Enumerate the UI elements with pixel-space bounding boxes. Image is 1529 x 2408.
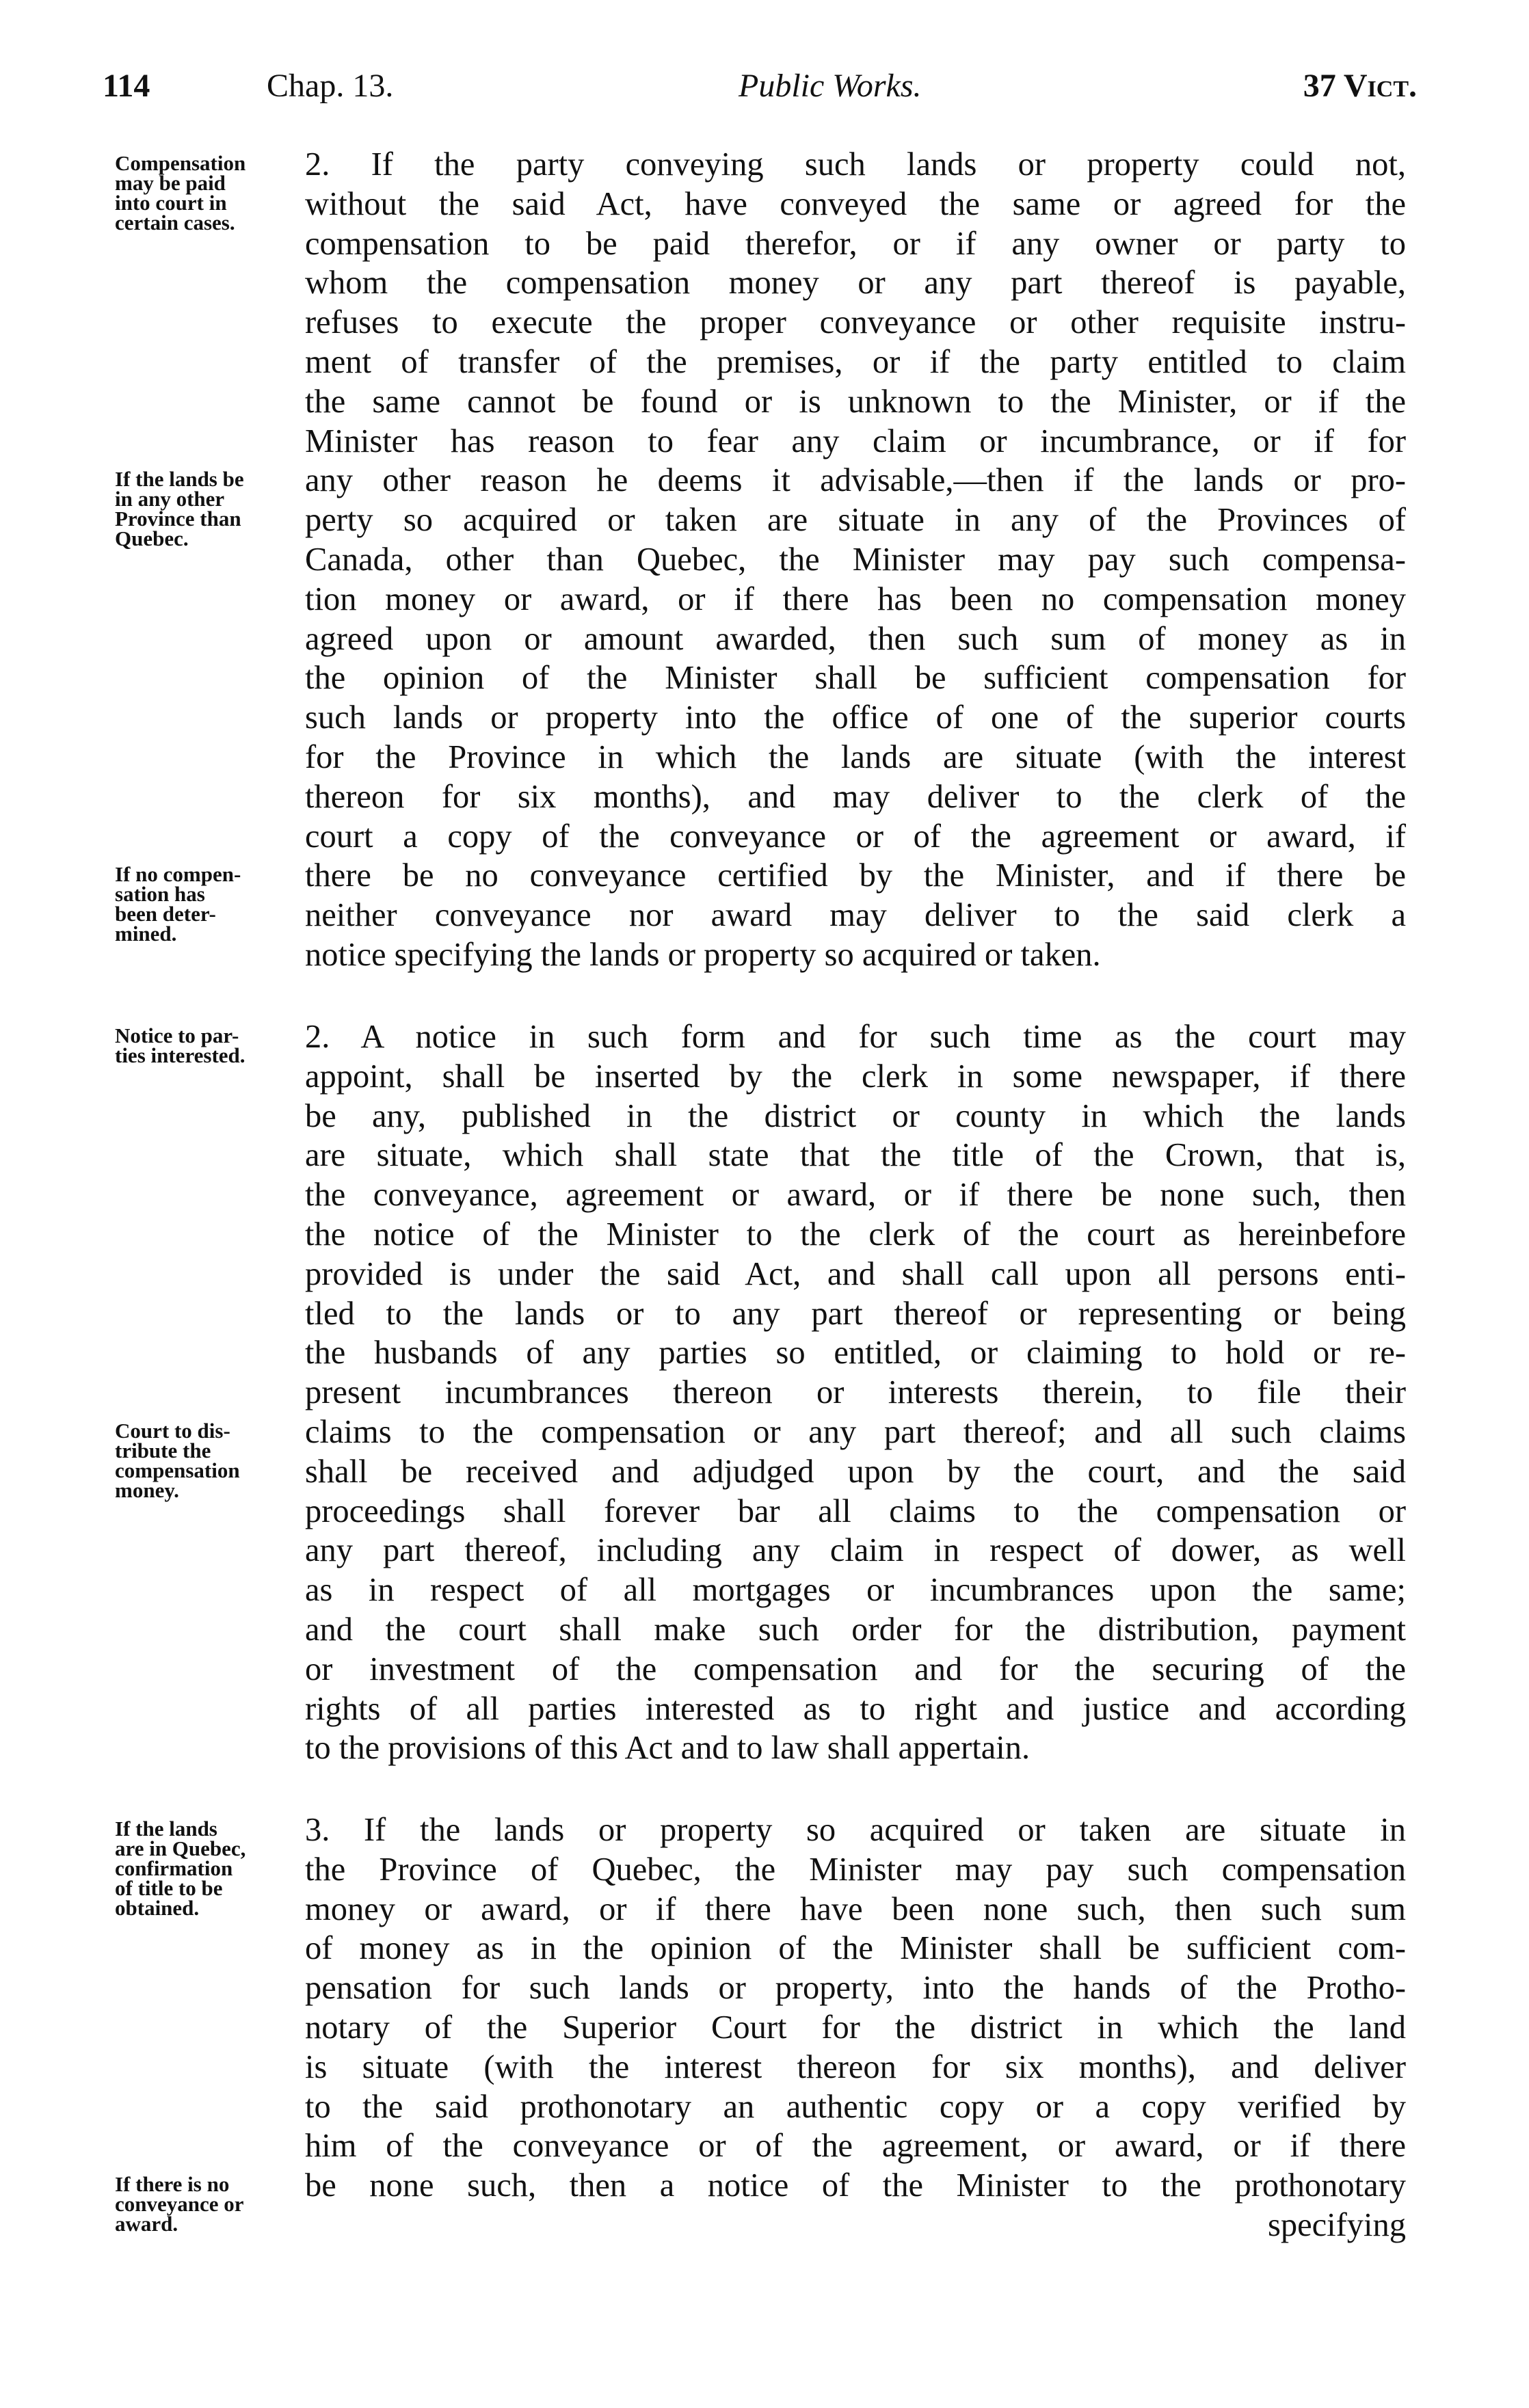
text-line: the same cannot be found or is unknown to the Minister, or if the	[305, 383, 1406, 420]
text-line: tion money or award, or if there has been no compensation money	[305, 580, 1406, 617]
text-line: or investment of the compensation and for the securing of the	[305, 1650, 1406, 1687]
margin-note: If there is no conveyance or award.	[115, 2172, 244, 2236]
text-line: 2. If the party conveying such lands or property could not,	[305, 146, 1406, 183]
paragraph-text	[305, 1017, 1406, 1768]
text-line: claims to the compensation or any part thereof; and all such claims	[305, 1413, 1406, 1450]
text-line: notary of the Superior Court for the district in which the land	[305, 2009, 1406, 2046]
text-line: the opinion of the Minister shall be sufficient compensation for	[305, 660, 1406, 697]
text-line: there be no conveyance certified by the Minister, and if there be	[305, 857, 1406, 894]
text-line: notice specifying the lands or property so acquired or taken.	[305, 936, 1101, 973]
text-line: the notice of the Minister to the clerk of the court as hereinbefore	[305, 1216, 1406, 1253]
text-line: provided is under the said Act, and shall call upon all persons enti-	[305, 1255, 1406, 1292]
text-line: court a copy of the conveyance or of the agreement or award, if	[305, 818, 1406, 855]
margin-note: If the lands be in any other Province than Quebec.	[115, 467, 244, 551]
text-line: is situate (with the interest thereon for six months), and deliver	[305, 2048, 1406, 2085]
text-line: any other reason he deems it advisable,—then if the lands or pro-	[305, 462, 1406, 499]
regnal-year: 37 Vict.	[1303, 68, 1417, 104]
text-line: pensation for such lands or property, into the hands of the Protho-	[305, 1970, 1406, 2007]
text-line: whom the compensation money or any part thereof is payable,	[305, 265, 1406, 302]
text-line: to the said prothonotary an authentic copy or a copy verified by	[305, 2088, 1406, 2125]
text-line: ment of transfer of the premises, or if the party entitled to claim	[305, 343, 1406, 380]
margin-note: If the lands are in Quebec, confirmation of title to be obtained.	[115, 1817, 246, 1920]
text-line: 2. A notice in such form and for such time as the court may	[305, 1019, 1406, 1055]
catchword: specifying	[1267, 2206, 1406, 2243]
text-line: are situate, which shall state that the title of the Crown, that is,	[305, 1137, 1406, 1174]
text-line: proceedings shall forever bar all claims to the compensation or	[305, 1493, 1406, 1529]
text-line: the husbands of any parties so entitled, or claiming to hold or re-	[305, 1335, 1406, 1372]
text-line: any part thereof, including any claim in respect of dower, as well	[305, 1532, 1406, 1569]
paragraph-text	[305, 145, 1406, 975]
text-line: tled to the lands or to any part thereof or representing or being	[305, 1295, 1406, 1332]
text-line: him of the conveyance or of the agreement, or award, or if there	[305, 2128, 1406, 2165]
text-line: without the said Act, have conveyed the same or agreed for the	[305, 185, 1406, 222]
paragraph-text	[305, 1810, 1406, 2245]
margin-note: Compensation may be paid into court in certain cases.	[115, 151, 246, 235]
text-line: the conveyance, agreement or award, or if there be none such, then	[305, 1177, 1406, 1214]
margin-note: If no compen- sation has been deter- mined.	[115, 862, 241, 946]
text-line: such lands or property into the office of one of the superior courts	[305, 699, 1406, 736]
margin-note: Notice to par- ties interested.	[115, 1024, 245, 1067]
text-line: as in respect of all mortgages or incumbrances upon the same;	[305, 1572, 1406, 1609]
text-line: present incumbrances thereon or interests therein, to file their	[305, 1374, 1406, 1411]
running-header	[103, 67, 1417, 122]
text-line: appoint, shall be inserted by the clerk in some newspaper, if there	[305, 1058, 1406, 1095]
text-line: refuses to execute the proper conveyance or other requisite instru-	[305, 304, 1406, 341]
text-line: shall be received and adjudged upon by the court, and the said	[305, 1453, 1406, 1490]
chapter-label: Chap. 13.	[267, 68, 394, 104]
text-line: compensation to be paid therefor, or if any owner or party to	[305, 225, 1406, 262]
text-line: of money as in the opinion of the Minister shall be sufficient com-	[305, 1930, 1406, 1967]
text-line: neither conveyance nor award may deliver to the said clerk a	[305, 897, 1406, 934]
text-line: thereon for six months), and may deliver to the clerk of the	[305, 778, 1406, 815]
text-line: money or award, or if there have been none such, then such sum	[305, 1890, 1406, 1927]
page-number: 114	[103, 68, 150, 104]
text-line: agreed upon or amount awarded, then such sum of money as in	[305, 620, 1406, 657]
text-line: Canada, other than Quebec, the Minister may pay such compensa-	[305, 541, 1406, 578]
text-line: perty so acquired or taken are situate in any of the Provinces of	[305, 502, 1406, 539]
text-line: be none such, then a notice of the Minister to the prothonotary	[305, 2167, 1406, 2204]
margin-note: Court to dis- tribute the compensation money.	[115, 1419, 240, 1502]
text-line: be any, published in the district or county in which the lands	[305, 1097, 1406, 1134]
text-line: for the Province in which the lands are situate (with the interest	[305, 738, 1406, 775]
text-line: to the provisions of this Act and to law shall appertain.	[305, 1730, 1031, 1767]
text-line: the Province of Quebec, the Minister may pay such compensation	[305, 1851, 1406, 1888]
running-title: Public Works.	[739, 68, 922, 104]
text-line: 3. If the lands or property so acquired or taken are situate in	[305, 1812, 1406, 1848]
text-line: Minister has reason to fear any claim or incumbrance, or if for	[305, 423, 1406, 459]
text-line: rights of all parties interested as to right and justice and according	[305, 1690, 1406, 1727]
text-line: and the court shall make such order for the distribution, payment	[305, 1611, 1406, 1648]
